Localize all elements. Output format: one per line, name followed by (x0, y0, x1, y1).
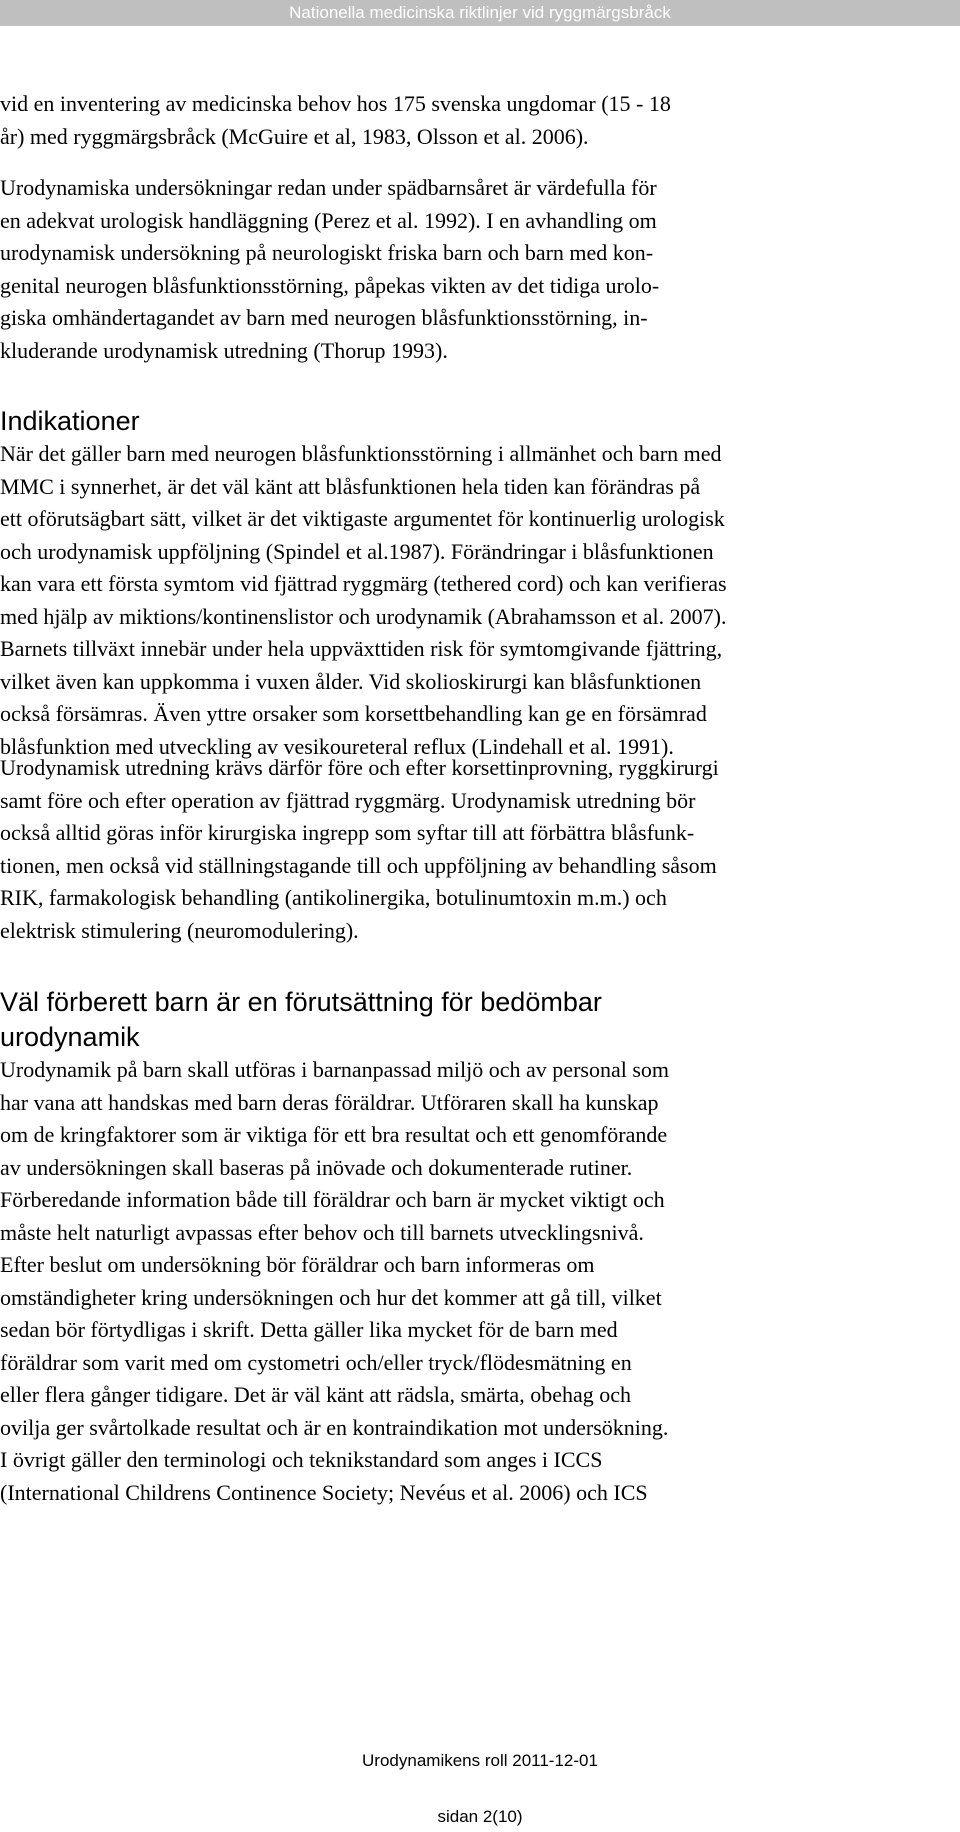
section-heading-prepared-child: Väl förberett barn är en förutsättning för bedömbar urodynamik (0, 987, 602, 1052)
footer-document-info: Urodynamikens roll 2011-12-01 (362, 1751, 598, 1770)
paragraph-preparation: Urodynamik på barn skall utföras i barnanpassad miljö och av personal som har vana att handskas med barn deras föräldrar. Utföraren skall ha kunskap om de kringfaktorer som är viktiga för ett bra resultat och ett genomförande av undersökningen skall baseras på inövade och dokumenterade rutiner. Förberedande information både till föräldrar och barn är mycket viktigt och måste helt naturligt avpassas efter behov och till barnets utvecklingsnivå. Efter beslut om undersökning bör föräldrar och barn informeras om omständigheter kring undersökningen och hur det kommer att gå till, vilket sedan bör förtydligas i skrift. Detta gäller lika mycket för de barn med föräldrar som varit med om cystometri och/eller tryck/flödesmätning en eller flera gånger tidigare. Det är väl känt att rädsla, smärta, obehag och ovilja ger svårtolkade resultat och är en kontraindikation mot undersökning. I övrigt gäller den terminologi och teknikstandard som anges i ICCS (International Childrens Continence Society; Nevéus et al. 2006) och ICS (0, 1057, 670, 1505)
running-header-title: Nationella medicinska riktlinjer vid ryggmärgsbråck (289, 3, 671, 22)
paragraph-urodynamic-assessment: Urodynamisk utredning krävs därför före och efter korsettinprovning, ryggkirurgi samt före och efter operation av fjättrad ryggmärg. Urodynamisk utredning bör också alltid göras inför kirurgiska ingrepp som syftar till att förbättra blåsfunk- tionen, men också vid ställningstagande till och uppföljning av behandling såsom RIK, farmakologisk behandling (antikolinergika, botulinumtoxin m.m.) och elektrisk stimulering (neuromodulering). (0, 755, 719, 943)
running-header (0, 0, 960, 26)
section-heading-indications: Indikationer (0, 406, 140, 436)
paragraph-infant-urodynamics: Urodynamiska undersökningar redan under spädbarnsåret är värdefulla för en adekvat urologisk handläggning (Perez et al. 1992). I en avhandling om urodynamisk undersökning på neurologiskt friska barn och barn med kon- genital neurogen blåsfunktionsstörning, påpekas vikten av det tidiga urolo- giska omhändertagandet av barn med neurogen blåsfunktionsstörning, in- kluderande urodynamisk utredning (Thorup 1993). (0, 175, 660, 363)
paragraph-inventory: vid en inventering av medicinska behov hos 175 svenska ungdomar (15 - 18 år) med ryggmärgsbråck (McGuire et al, 1983, Olsson et al. 2006). (0, 91, 671, 149)
paragraph-indications: När det gäller barn med neurogen blåsfunktionsstörning i allmänhet och barn med MMC i synnerhet, är det väl känt att blåsfunktionen hela tiden kan förändras på ett oförutsägbart sätt, vilket är det viktigaste argumentet för kontinuerlig urologisk och urodynamisk uppföljning (Spindel et al.1987). Förändringar i blåsfunktionen kan vara ett första symtom vid fjättrad ryggmärg (tethered cord) och kan verifieras med hjälp av miktions/kontinenslistor och urodynamik (Abrahamsson et al. 2007). Barnets tillväxt innebär under hela uppväxttiden risk för symtomgivande fjättring, vilket även kan uppkomma i vuxen ålder. Vid skolioskirurgi kan blåsfunktionen också försämras. Även yttre orsaker som korsettbehandling kan ge en försämrad blåsfunktion med utveckling av vesikoureteral reflux (Lindehall et al. 1991). (0, 441, 727, 759)
footer-page-number: sidan 2(10) (437, 1807, 523, 1826)
